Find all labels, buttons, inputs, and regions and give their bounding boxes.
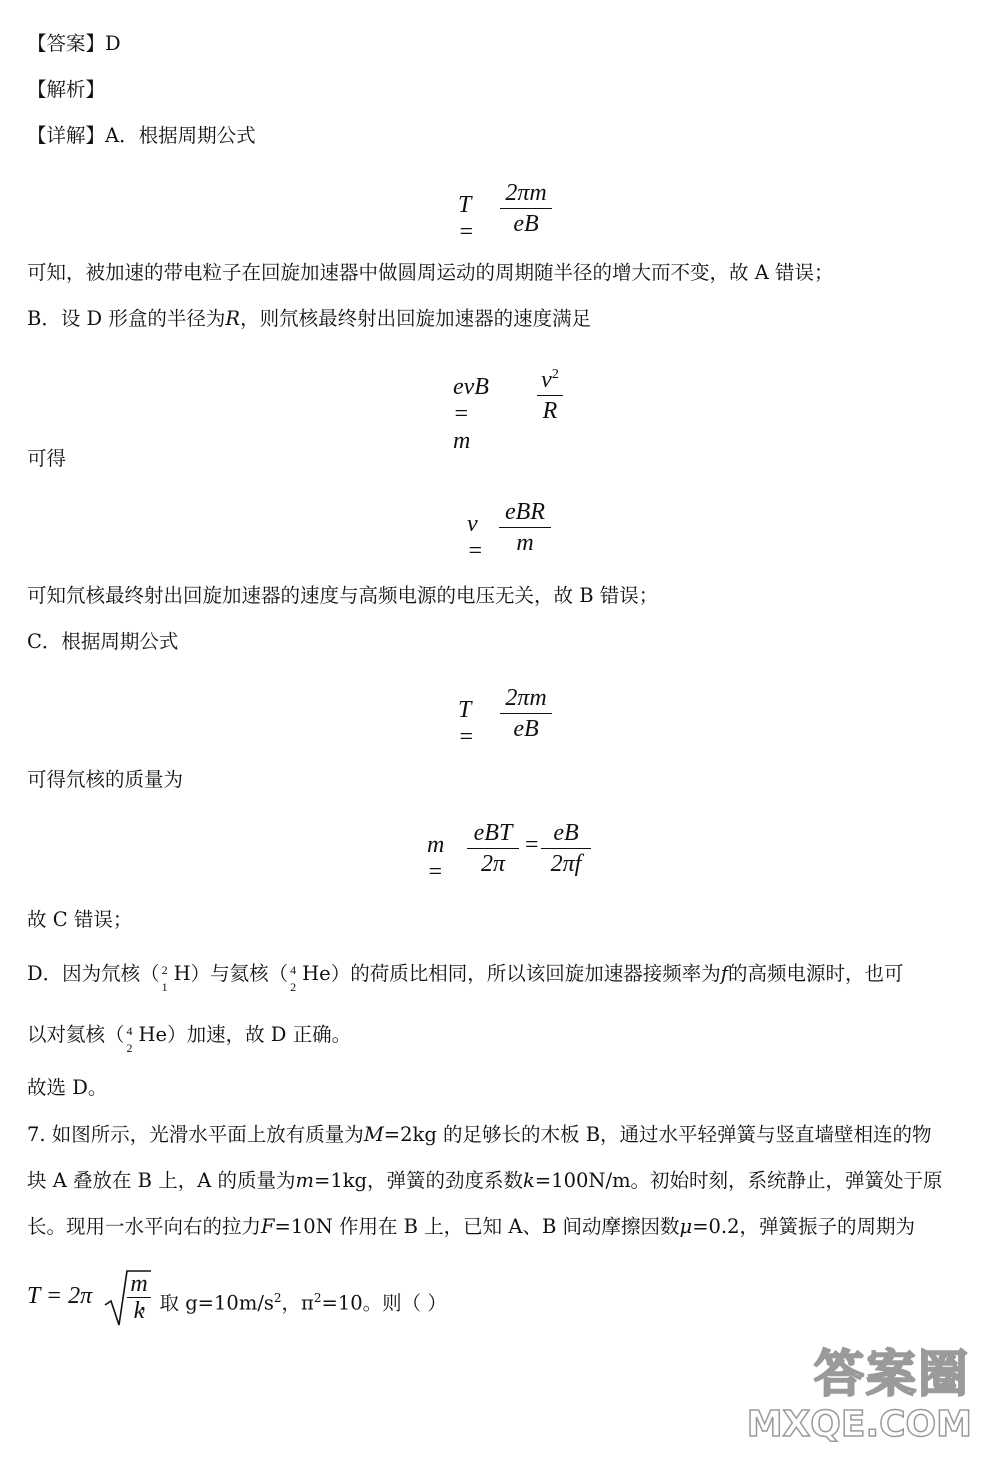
- fraction-numerator: eB: [553, 820, 579, 846]
- fraction-numerator: [537, 360, 563, 395]
- nuclide-helium-indices: [125, 1021, 139, 1055]
- fraction-denominator: R: [542, 398, 558, 424]
- line-b: [27, 305, 591, 333]
- nuclide-deuterium-indices: [160, 960, 174, 994]
- answer-line: [27, 30, 121, 58]
- equation-lhs: T =: [458, 697, 475, 750]
- detail-label: 【详解】: [27, 124, 106, 147]
- detail-text: A．根据周期公式: [105, 124, 256, 147]
- exponent: 2: [313, 1291, 322, 1305]
- line-c-mass: 可得氘核的质量为: [27, 768, 184, 791]
- q7-text: ，取 g=10m/s: [140, 1291, 274, 1315]
- answer-label: 【答案】: [27, 32, 106, 55]
- symbol-he: He: [302, 962, 331, 985]
- line-b-var-r: R: [225, 307, 241, 330]
- line-kede: 可得: [27, 447, 67, 470]
- fraction-denominator: k: [133, 1298, 145, 1324]
- q7-line-4: [140, 1284, 447, 1318]
- fraction: [500, 178, 552, 239]
- var-m: m: [295, 1169, 314, 1192]
- watermark-logo-text: 答案圈: [814, 1345, 970, 1403]
- equation-lhs: T =: [458, 192, 475, 245]
- line-d-part3: ）的荷质比相同，所以该回旋加速器接频率为: [330, 962, 721, 985]
- fraction: [499, 497, 551, 558]
- line-b-conclusion: 可知氘核最终射出回旋加速器的速度与高频电源的电压无关，故 B 错误；: [27, 584, 659, 607]
- q7-text: 块 A 叠放在 B 上，A 的质量为: [27, 1169, 296, 1192]
- mass-number: 4: [126, 1024, 133, 1038]
- analysis-label: 【解析】: [27, 78, 106, 101]
- fraction-denominator: 2πf: [550, 851, 582, 877]
- watermark: [720, 1324, 980, 1454]
- equation-lhs: T = 2π: [27, 1283, 93, 1309]
- q7-text: =1kg，弹簧的劲度系数: [314, 1169, 524, 1192]
- equation-lhs: evB = m: [453, 374, 489, 454]
- var-f-upper: F: [261, 1215, 275, 1238]
- var-m-upper: M: [363, 1123, 384, 1146]
- var-f: f: [720, 962, 728, 985]
- fraction-denominator: m: [516, 530, 534, 556]
- watermark-url-text: MXQE.COM: [746, 1404, 972, 1445]
- mass-number: 2: [161, 963, 168, 977]
- numerator-var: v: [541, 367, 552, 393]
- line-d-part1: D．因为氘核（: [27, 962, 160, 985]
- fraction-numerator: 2πm: [505, 685, 547, 711]
- line-d-part4: 的高频电源时，也可: [727, 962, 904, 985]
- exponent: 2: [273, 1291, 282, 1305]
- line-d2-part1: 以对氦核（: [27, 1023, 125, 1046]
- q7-line-2: [27, 1167, 943, 1195]
- line-a-conclusion: 可知，被加速的带电粒子在回旋加速器中做圆周运动的周期随半径的增大而不变，故 A 错误；: [27, 261, 834, 284]
- equals-sign: =: [525, 832, 539, 858]
- q7-line-1: [27, 1121, 932, 1149]
- line-d: [27, 960, 904, 994]
- atomic-number: 2: [126, 1041, 133, 1055]
- line-d-2: [27, 1021, 352, 1055]
- q7-text: =10。则（ ）: [321, 1291, 447, 1315]
- line-choose: 故选 D。: [27, 1076, 108, 1099]
- atomic-number: 1: [161, 980, 168, 994]
- q7-text: 长。现用一水平向右的拉力: [27, 1215, 262, 1238]
- mass-number: 4: [290, 963, 297, 977]
- q7-line-3: [27, 1213, 915, 1241]
- q7-text: =2kg 的足够长的木板 B，通过水平轻弹簧与竖直墙壁相连的物: [383, 1123, 932, 1146]
- fraction-numerator: 2πm: [505, 180, 547, 206]
- symbol-he: He: [138, 1023, 168, 1046]
- var-k: k: [523, 1169, 535, 1192]
- fraction: [500, 683, 552, 744]
- equation-lhs: m =: [427, 832, 445, 885]
- fraction-denominator: eB: [513, 716, 539, 742]
- var-mu: μ: [679, 1215, 693, 1238]
- equation-oscillator-period: [27, 1265, 157, 1331]
- line-b-part1: B．设 D 形盒的半径为: [27, 307, 226, 330]
- fraction-numerator: eBT: [473, 820, 513, 846]
- fraction: [537, 360, 563, 426]
- line-c: C．根据周期公式: [27, 630, 179, 653]
- q7-text: =0.2，弹簧振子的周期为: [692, 1215, 916, 1238]
- q7-text: 7. 如图所示，光滑水平面上放有质量为: [27, 1123, 364, 1146]
- fraction-denominator: 2π: [480, 851, 506, 877]
- line-b-part2: ，则氘核最终射出回旋加速器的速度满足: [240, 307, 592, 330]
- equation-lhs: v =: [467, 511, 484, 564]
- symbol-h: H: [173, 962, 191, 985]
- numerator-exponent: 2: [551, 367, 559, 382]
- answer-value: D: [105, 32, 121, 55]
- detail-line: [27, 122, 256, 150]
- q7-text: ，π: [281, 1291, 314, 1315]
- atomic-number: 2: [290, 980, 297, 994]
- q7-text: =100N/m。初始时刻，系统静止，弹簧处于原: [534, 1169, 943, 1192]
- line-d-part2: ）与氦核（: [190, 962, 289, 985]
- line-d2-part2: ）加速，故 D 正确。: [167, 1023, 352, 1046]
- fraction-numerator: eBR: [505, 499, 545, 525]
- fraction-2: [541, 818, 591, 879]
- nuclide-helium-indices: [288, 960, 302, 994]
- fraction-denominator: eB: [513, 211, 539, 237]
- q7-text: =10N 作用在 B 上，已知 A、B 间动摩擦因数: [274, 1215, 680, 1238]
- fraction-1: [467, 818, 519, 879]
- fraction-numerator: m: [130, 1271, 148, 1297]
- line-c-conclusion: 故 C 错误；: [27, 908, 133, 931]
